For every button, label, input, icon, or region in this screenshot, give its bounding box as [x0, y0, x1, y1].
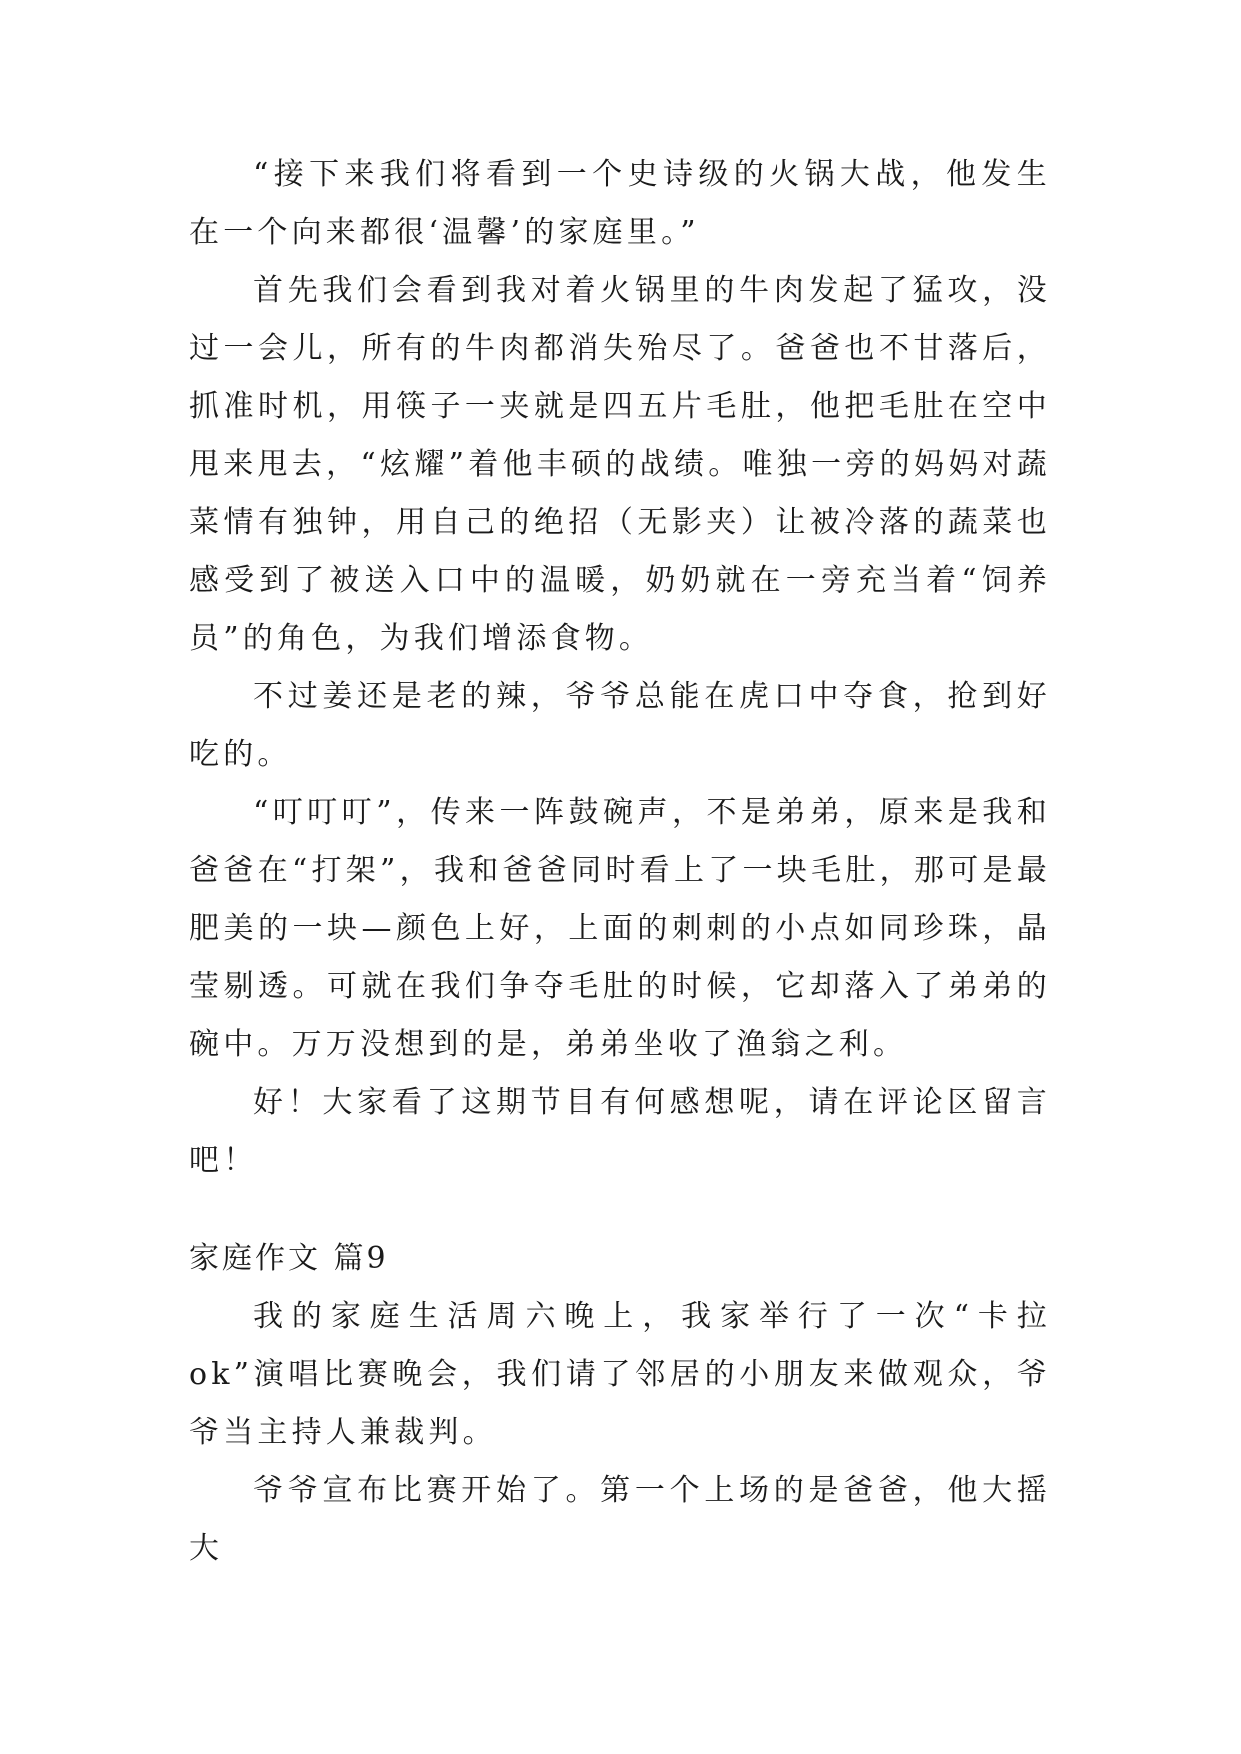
paragraph-2: 首先我们会看到我对着火锅里的牛肉发起了猛攻，没过一会儿，所有的牛肉都消失殆尽了。爸爸也不甘落后，抓准时机，用筷子一夹就是四五片毛肚，他把毛肚在空中甩来甩去，“炫耀”着他丰硕的战绩。唯独一旁的妈妈对蔬菜情有独钟，用自己的绝招（无影夹）让被冷落的蔬菜也感受到了被送入口中的温暖，奶奶就在一旁充当着“饲养员”的角色，为我们增添食物。 — [189, 273, 1051, 656]
paragraph-4: “叮叮叮”，传来一阵鼓碗声，不是弟弟，原来是我和爸爸在“打架”，我和爸爸同时看上了一块毛肚，那可是最肥美的一块—颜色上好，上面的刺刺的小点如同珍珠，晶莹剔透。可就在我们争夺毛肚的时候，它却落入了弟弟的碗中。万万没想到的是，弟弟坐收了渔翁之利。 — [189, 795, 1051, 1062]
section-heading: 家庭作文 篇9 — [189, 1241, 389, 1276]
paragraph-6: 我的家庭生活周六晚上，我家举行了一次“卡拉ok”演唱比赛晚会，我们请了邻居的小朋友来做观众，爷爷当主持人兼裁判。 — [189, 1299, 1051, 1450]
paragraph-3: 不过姜还是老的辣，爷爷总能在虎口中夺食，抢到好吃的。 — [189, 679, 1051, 772]
paragraph-1: “接下来我们将看到一个史诗级的火锅大战，他发生在一个向来都很‘温馨’的家庭里。” — [189, 157, 1051, 250]
paragraph-7: 爷爷宣布比赛开始了。第一个上场的是爸爸，他大摇大 — [189, 1473, 1051, 1566]
paragraph-5: 好！大家看了这期节目有何感想呢，请在评论区留言吧！ — [189, 1085, 1051, 1178]
essay-body — [189, 146, 1051, 1578]
